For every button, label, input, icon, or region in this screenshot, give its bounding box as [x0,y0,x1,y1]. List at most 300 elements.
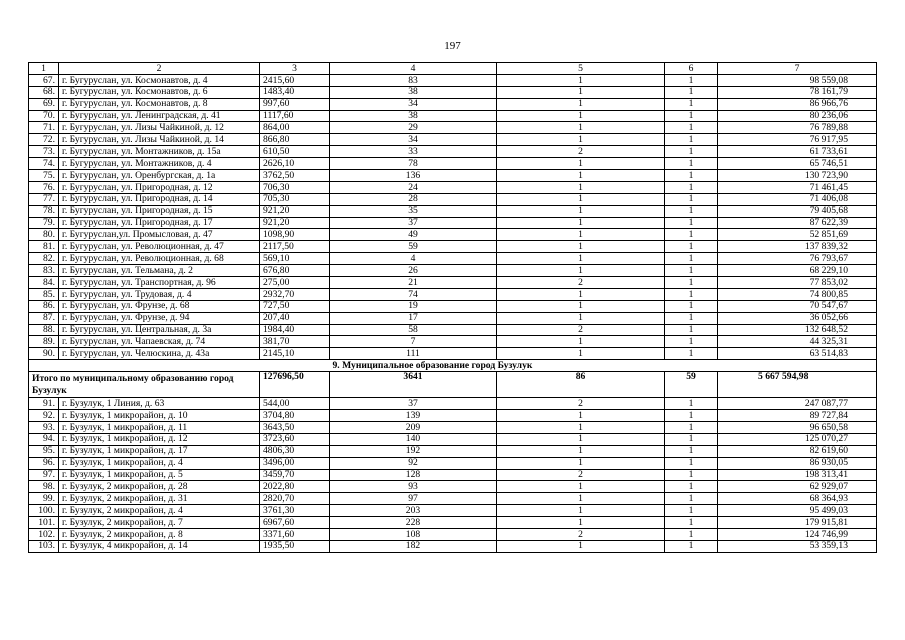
cell-cost: 198 313,41 [718,469,877,481]
cell-c4: 182 [330,540,497,552]
cell-c6: 1 [665,146,718,158]
section-spacer [29,360,330,372]
cell-cost: 86 930,05 [718,457,877,469]
cell-c4: 92 [330,457,497,469]
table-row [29,324,877,336]
cell-c6: 1 [665,445,718,457]
cell-cost: 124 746,99 [718,528,877,540]
cell-addr: г. Бугуруслан, ул. Монтажников, д. 4 [59,158,260,170]
cell-c4: 37 [330,398,497,410]
cell-addr: г. Бугуруслан, ул. Пригородная, д. 14 [59,193,260,205]
cell-area: 3371,60 [260,528,330,540]
table-row [29,433,877,445]
cell-cost: 247 087,77 [718,398,877,410]
cell-addr: г. Бугуруслан, ул. Лизы Чайкиной, д. 12 [59,122,260,134]
cell-n: 77. [29,193,59,205]
page-number: 197 [444,40,461,52]
table-row [29,481,877,493]
header-cell: 7 [718,63,877,75]
table-body [29,63,877,553]
cell-c5: 1 [497,312,665,324]
cell-c5: 1 [497,348,665,360]
cell-c6: 1 [665,324,718,336]
cell-c5: 1 [497,481,665,493]
cell-c4: 192 [330,445,497,457]
cell-n: 103. [29,540,59,552]
table-row [29,469,877,481]
header-cell: 5 [497,63,665,75]
cell-c4: 34 [330,98,497,110]
cell-n: 71. [29,122,59,134]
cell-addr: г. Бугуруслан, ул. Транспортная, д. 96 [59,277,260,289]
cell-cost: 61 733,61 [718,146,877,158]
cell-c5: 1 [497,421,665,433]
cell-c5: 1 [497,540,665,552]
cell-c4: 26 [330,265,497,277]
cell-n: 91. [29,398,59,410]
housing-register-table [28,62,877,553]
header-cell: 1 [29,63,59,75]
cell-area: 4806,30 [260,445,330,457]
cell-n: 102. [29,528,59,540]
table-row [29,217,877,229]
cell-addr: г. Бузулук, 4 микрорайон, д. 14 [59,540,260,552]
cell-n: 95. [29,445,59,457]
cell-n: 97. [29,469,59,481]
table-row [29,288,877,300]
cell-c4: 136 [330,170,497,182]
cell-area: 727,50 [260,300,330,312]
cell-area: 1117,60 [260,110,330,122]
table-row [29,410,877,422]
cell-n: 69. [29,98,59,110]
cell-addr: г. Бугуруслан, ул. Фрунзе, д. 94 [59,312,260,324]
table-row [29,158,877,170]
cell-addr: г. Бузулук, 1 микрорайон, д. 4 [59,457,260,469]
cell-n: 83. [29,265,59,277]
cell-c6: 1 [665,193,718,205]
cell-c4: 93 [330,481,497,493]
table-row [29,110,877,122]
cell-n: 86. [29,300,59,312]
cell-c5: 1 [497,410,665,422]
cell-n: 74. [29,158,59,170]
cell-cost: 62 929,07 [718,481,877,493]
cell-c4: 4 [330,253,497,265]
cell-area: 3459,70 [260,469,330,481]
cell-addr: г. Бугуруслан, ул. Пригородная, д. 15 [59,205,260,217]
cell-area: 3643,50 [260,421,330,433]
cell-addr: г. Бузулук, 2 микрорайон, д. 28 [59,481,260,493]
cell-c6: 1 [665,312,718,324]
cell-area: 207,40 [260,312,330,324]
cell-area: 2145,10 [260,348,330,360]
cell-c5: 1 [497,300,665,312]
cell-area: 1984,40 [260,324,330,336]
table-row [29,86,877,98]
cell-cost: 78 161,79 [718,86,877,98]
cell-c6: 1 [665,410,718,422]
table-row [29,241,877,253]
cell-c6: 1 [665,505,718,517]
cell-cost: 68 364,93 [718,493,877,505]
cell-addr: г. Бугуруслан, ул. Космонавтов, д. 6 [59,86,260,98]
cell-n: 93. [29,421,59,433]
cell-addr: г. Бузулук, 1 микрорайон, д. 5 [59,469,260,481]
cell-cost: 179 915,81 [718,517,877,529]
cell-area: 706,30 [260,181,330,193]
cell-c4: 139 [330,410,497,422]
cell-c4: 24 [330,181,497,193]
cell-cost: 125 070,27 [718,433,877,445]
table-row [29,505,877,517]
cell-c4: 83 [330,74,497,86]
cell-c5: 1 [497,205,665,217]
cell-addr: г. Бузулук, 1 микрорайон, д. 17 [59,445,260,457]
cell-c6: 1 [665,540,718,552]
cell-cost: 71 461,45 [718,181,877,193]
cell-area: 3496,00 [260,457,330,469]
cell-addr: г. Бугуруслан, ул. Тельмана, д. 2 [59,265,260,277]
cell-c4: 21 [330,277,497,289]
table-row [29,421,877,433]
cell-n: 81. [29,241,59,253]
cell-n: 75. [29,170,59,182]
cell-n: 85. [29,288,59,300]
table-row [29,205,877,217]
cell-c4: 37 [330,217,497,229]
cell-c5: 2 [497,528,665,540]
cell-addr: г. Бугуруслан, ул. Фрунзе, д. 68 [59,300,260,312]
cell-c5: 2 [497,469,665,481]
cell-c6: 1 [665,457,718,469]
cell-c4: 35 [330,205,497,217]
table-row [29,253,877,265]
cell-c4: 97 [330,493,497,505]
cell-c5: 1 [497,336,665,348]
cell-c5: 1 [497,265,665,277]
cell-n: 72. [29,134,59,146]
cell-c6: 1 [665,98,718,110]
table-row [29,312,877,324]
cell-c4: 33 [330,146,497,158]
cell-addr: г. Бугуруслан, ул. Космонавтов, д. 8 [59,98,260,110]
cell-c6: 1 [665,398,718,410]
cell-area: 676,80 [260,265,330,277]
total-row [29,372,877,398]
header-cell: 4 [330,63,497,75]
cell-n: 70. [29,110,59,122]
table-row [29,74,877,86]
cell-c6: 1 [665,241,718,253]
cell-n: 84. [29,277,59,289]
cell-cost: 86 966,76 [718,98,877,110]
cell-c4: 19 [330,300,497,312]
cell-n: 90. [29,348,59,360]
cell-area: 1098,90 [260,229,330,241]
cell-area: 3762,50 [260,170,330,182]
cell-c4: 49 [330,229,497,241]
total-area: 127696,50 [260,372,330,398]
cell-n: 78. [29,205,59,217]
cell-c6: 1 [665,469,718,481]
cell-c5: 2 [497,324,665,336]
cell-c4: 128 [330,469,497,481]
cell-c6: 1 [665,86,718,98]
cell-c4: 209 [330,421,497,433]
cell-cost: 53 359,13 [718,540,877,552]
table-row [29,528,877,540]
cell-c6: 1 [665,74,718,86]
table-row [29,265,877,277]
cell-c4: 17 [330,312,497,324]
cell-n: 96. [29,457,59,469]
cell-c6: 1 [665,300,718,312]
cell-area: 705,30 [260,193,330,205]
cell-c6: 1 [665,481,718,493]
table-row [29,300,877,312]
cell-c4: 59 [330,241,497,253]
cell-n: 94. [29,433,59,445]
cell-c5: 1 [497,158,665,170]
cell-area: 610,50 [260,146,330,158]
cell-c5: 1 [497,134,665,146]
cell-c5: 1 [497,288,665,300]
cell-addr: г. Бугуруслан, ул. Лизы Чайкиной, д. 14 [59,134,260,146]
table-row [29,193,877,205]
cell-cost: 63 514,83 [718,348,877,360]
column-number-row [29,63,877,75]
cell-c4: 34 [330,134,497,146]
total-label: Итого по муниципальному образованию город Бузулук [29,372,260,398]
cell-area: 2117,50 [260,241,330,253]
cell-n: 89. [29,336,59,348]
cell-cost: 76 789,88 [718,122,877,134]
cell-n: 76. [29,181,59,193]
cell-c4: 7 [330,336,497,348]
cell-n: 98. [29,481,59,493]
cell-c6: 1 [665,181,718,193]
cell-area: 2820,70 [260,493,330,505]
cell-cost: 44 325,31 [718,336,877,348]
cell-c4: 74 [330,288,497,300]
header-cell: 6 [665,63,718,75]
cell-addr: г. Бугуруслан,ул. Промысловая, д. 47 [59,229,260,241]
cell-c4: 28 [330,193,497,205]
cell-c5: 1 [497,110,665,122]
cell-c5: 1 [497,493,665,505]
cell-c4: 78 [330,158,497,170]
cell-c6: 1 [665,110,718,122]
cell-c6: 1 [665,336,718,348]
cell-c5: 1 [497,98,665,110]
cell-c5: 1 [497,445,665,457]
table-row [29,181,877,193]
cell-addr: г. Бугуруслан, ул. Пригородная, д. 12 [59,181,260,193]
cell-c5: 1 [497,122,665,134]
table-row [29,336,877,348]
total-c4: 3641 [330,372,497,398]
cell-n: 87. [29,312,59,324]
table-row [29,98,877,110]
cell-area: 3704,80 [260,410,330,422]
cell-area: 921,20 [260,205,330,217]
cell-area: 275,00 [260,277,330,289]
cell-c5: 1 [497,74,665,86]
cell-c5: 1 [497,433,665,445]
cell-c4: 58 [330,324,497,336]
cell-c5: 1 [497,181,665,193]
cell-cost: 68 229,10 [718,265,877,277]
section-row [29,360,877,372]
table-row [29,398,877,410]
cell-addr: г. Бугуруслан, ул. Центральная, д. 3а [59,324,260,336]
cell-area: 2022,80 [260,481,330,493]
cell-cost: 89 727,84 [718,410,877,422]
cell-c5: 1 [497,253,665,265]
cell-cost: 95 499,03 [718,505,877,517]
cell-addr: г. Бугуруслан, ул. Революционная, д. 47 [59,241,260,253]
cell-cost: 77 853,02 [718,277,877,289]
cell-addr: г. Бузулук, 2 микрорайон, д. 8 [59,528,260,540]
cell-c4: 140 [330,433,497,445]
cell-n: 80. [29,229,59,241]
table-row [29,517,877,529]
cell-cost: 137 839,32 [718,241,877,253]
cell-c5: 1 [497,517,665,529]
total-c6: 59 [665,372,718,398]
cell-area: 2626,10 [260,158,330,170]
cell-n: 73. [29,146,59,158]
cell-cost: 96 650,58 [718,421,877,433]
cell-cost: 98 559,08 [718,74,877,86]
cell-area: 2932,70 [260,288,330,300]
cell-c6: 1 [665,122,718,134]
cell-c6: 1 [665,277,718,289]
cell-addr: г. Бугуруслан, ул. Монтажников, д. 15а [59,146,260,158]
cell-area: 569,10 [260,253,330,265]
cell-cost: 76 793,67 [718,253,877,265]
cell-addr: г. Бузулук, 2 микрорайон, д. 31 [59,493,260,505]
cell-c6: 1 [665,528,718,540]
cell-c5: 1 [497,229,665,241]
cell-c5: 2 [497,398,665,410]
header-cell: 3 [260,63,330,75]
table-row [29,134,877,146]
table-row [29,457,877,469]
cell-c4: 38 [330,110,497,122]
cell-c4: 203 [330,505,497,517]
cell-addr: г. Бугуруслан, ул. Пригородная, д. 17 [59,217,260,229]
cell-c5: 1 [497,505,665,517]
cell-cost: 70 547,67 [718,300,877,312]
table-row [29,146,877,158]
cell-n: 79. [29,217,59,229]
cell-n: 68. [29,86,59,98]
cell-n: 82. [29,253,59,265]
cell-c6: 1 [665,288,718,300]
cell-addr: г. Бугуруслан, ул. Трудовая, д. 4 [59,288,260,300]
cell-c4: 111 [330,348,497,360]
cell-area: 2415,60 [260,74,330,86]
cell-c4: 38 [330,86,497,98]
cell-c6: 1 [665,421,718,433]
section-title: 9. Муниципальное образование город Бузулук [330,360,877,372]
cell-area: 381,70 [260,336,330,348]
cell-cost: 82 619,60 [718,445,877,457]
cell-c4: 29 [330,122,497,134]
cell-c6: 1 [665,253,718,265]
cell-cost: 65 746,51 [718,158,877,170]
cell-cost: 71 406,08 [718,193,877,205]
cell-addr: г. Бузулук, 2 микрорайон, д. 4 [59,505,260,517]
cell-area: 6967,60 [260,517,330,529]
cell-c6: 1 [665,265,718,277]
cell-c4: 228 [330,517,497,529]
table-row [29,122,877,134]
cell-area: 921,20 [260,217,330,229]
cell-cost: 80 236,06 [718,110,877,122]
header-cell: 2 [59,63,260,75]
cell-area: 997,60 [260,98,330,110]
cell-c6: 1 [665,217,718,229]
table-row [29,170,877,182]
cell-addr: г. Бузулук, 1 Линия, д. 63 [59,398,260,410]
total-cost: 5 667 594,98 [718,372,877,398]
cell-c5: 2 [497,146,665,158]
cell-c6: 1 [665,493,718,505]
cell-n: 101. [29,517,59,529]
table-row [29,348,877,360]
cell-c5: 2 [497,277,665,289]
table-row [29,493,877,505]
cell-cost: 79 405,68 [718,205,877,217]
cell-c6: 1 [665,433,718,445]
cell-addr: г. Бузулук, 1 микрорайон, д. 11 [59,421,260,433]
cell-addr: г. Бугуруслан, ул. Оренбургская, д. 1а [59,170,260,182]
cell-c6: 1 [665,517,718,529]
cell-c4: 108 [330,528,497,540]
cell-area: 3723,60 [260,433,330,445]
cell-cost: 87 622,39 [718,217,877,229]
cell-c6: 1 [665,170,718,182]
cell-cost: 130 723,90 [718,170,877,182]
cell-n: 67. [29,74,59,86]
cell-cost: 132 648,52 [718,324,877,336]
cell-addr: г. Бугуруслан, ул. Революционная, д. 68 [59,253,260,265]
cell-c5: 1 [497,170,665,182]
cell-c5: 1 [497,241,665,253]
cell-addr: г. Бугуруслан, ул. Челюскина, д. 43а [59,348,260,360]
cell-c6: 1 [665,348,718,360]
cell-addr: г. Бузулук, 1 микрорайон, д. 10 [59,410,260,422]
cell-area: 1483,40 [260,86,330,98]
cell-c6: 1 [665,134,718,146]
cell-c6: 1 [665,229,718,241]
cell-area: 864,00 [260,122,330,134]
cell-n: 99. [29,493,59,505]
table-row [29,445,877,457]
table-row [29,540,877,552]
cell-addr: г. Бузулук, 2 микрорайон, д. 7 [59,517,260,529]
table-row [29,229,877,241]
cell-c5: 1 [497,193,665,205]
cell-addr: г. Бугуруслан, ул. Ленинградская, д. 41 [59,110,260,122]
cell-n: 88. [29,324,59,336]
total-c5: 86 [497,372,665,398]
cell-area: 3761,30 [260,505,330,517]
cell-n: 92. [29,410,59,422]
